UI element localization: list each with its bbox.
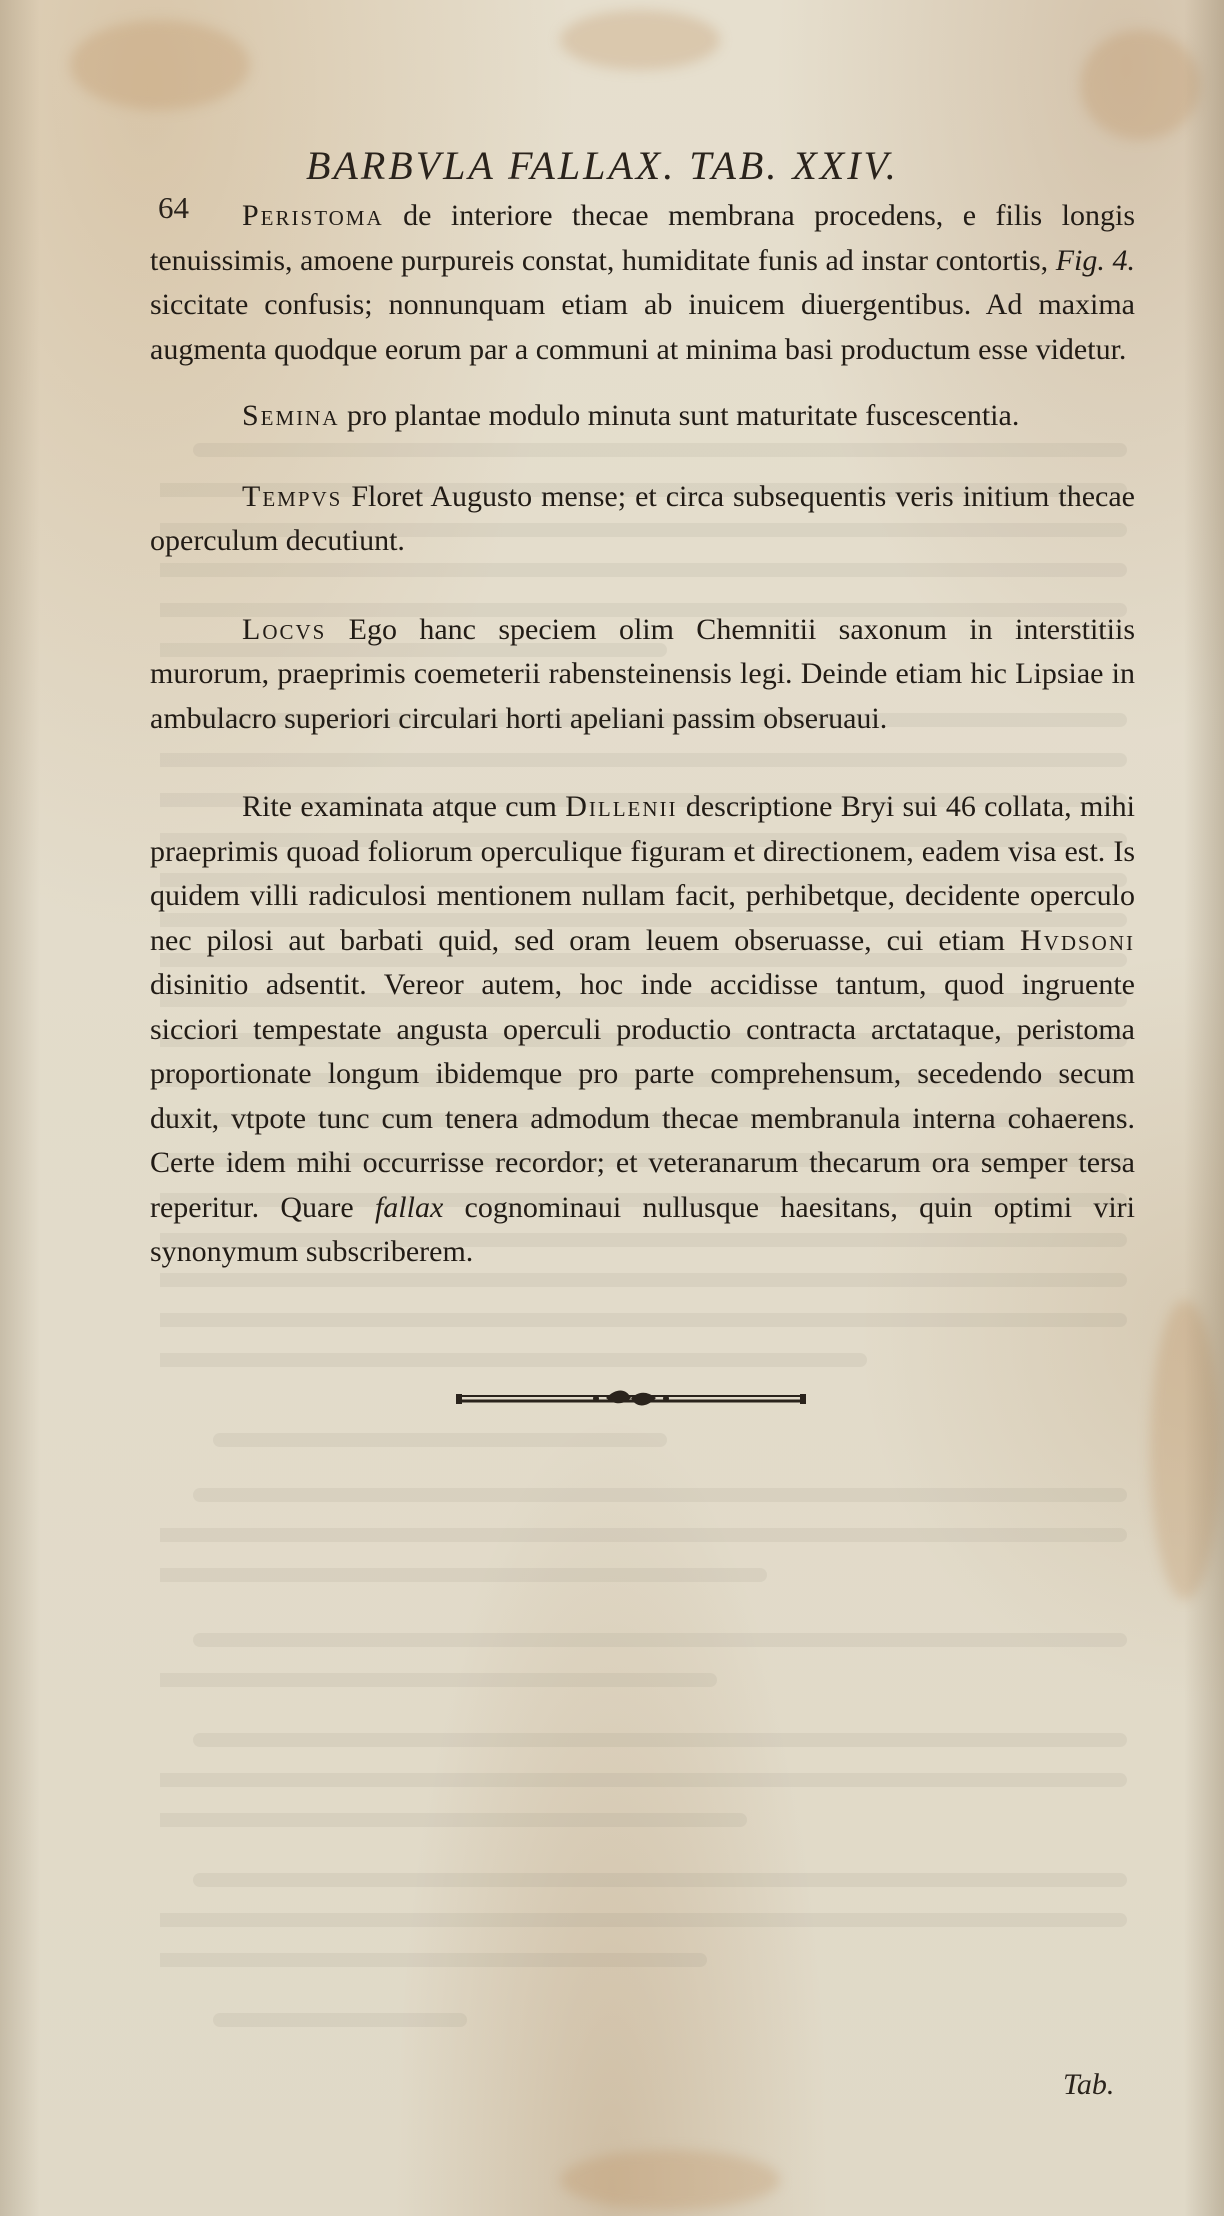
- catchword: Tab.: [1063, 2068, 1115, 2101]
- paragraph-text: descriptione Bryi sui 46 collata, mihi praeprimis quoad foliorum operculique figuram et directionem, eadem visa est. Is quidem villi radiculosi mentionem nullam facit, perhibetque, decidente operculo nec pilosi aut barbati quid, sed oram leuem obseruasse, cui etiam: [150, 790, 1135, 957]
- ornament-rule-icon: [456, 1388, 806, 1410]
- running-title: BARBVLA FALLAX. TAB. XXIV.: [306, 143, 899, 188]
- left-edge-shadow: [0, 0, 40, 2216]
- paragraph-text: siccitate confusis; nonnunquam etiam ab inuicem diuergentibus. Ad maxima augmenta quodque eorum par a communi at minima basi productum esse videtur.: [150, 288, 1135, 366]
- right-edge-shadow: [1184, 0, 1224, 2216]
- species-epithet: fallax: [374, 1190, 444, 1224]
- paragraph-text: de interiore thecae membrana procedens, e filis longis tenuissimis, amoene purpureis constat, humiditate funis ad instar contortis,: [150, 199, 1135, 277]
- lead-word: Semina: [242, 399, 340, 432]
- lead-word: Tempvs: [242, 479, 343, 513]
- body-text: [150, 194, 1135, 1275]
- lead-word: Peristoma: [242, 199, 384, 232]
- foxing-stain: [560, 2150, 780, 2210]
- paragraph-rite-examinata: [150, 785, 1135, 1275]
- foxing-stain: [70, 20, 250, 110]
- paragraph-locus: [150, 608, 1135, 742]
- page-number: 64: [158, 190, 189, 225]
- paragraph-text: disinitio adsentit. Vereor autem, hoc inde accidisse tantum, quod ingruente sicciori tempestate angusta operculi productio contracta arctataque, peristoma proportionate longum ibidemque pro parte comprehensum, secedendo secum duxit, vtpote tunc cum tenera admodum thecae membranula interna cohaerens. Certe idem mihi occurrisse recordor; et veteranarum thecarum ora semper tersa reperitur. Quare: [150, 968, 1135, 1224]
- foxing-stain: [1080, 30, 1200, 140]
- paragraph-text: pro plantae modulo minuta sunt maturitate fuscescentia.: [339, 399, 1020, 432]
- author-name-hudson: Hvdsoni: [1020, 923, 1135, 957]
- foxing-stain: [560, 10, 720, 70]
- paragraph-text: cognominaui nullusque haesitans, quin optimi viri synonymum subscriberem.: [150, 1190, 1135, 1268]
- paragraph-peristoma: [150, 194, 1135, 372]
- paragraph-text: Rite examinata atque cum: [242, 790, 566, 823]
- author-name-dillenius: Dillenii: [565, 790, 678, 823]
- paragraph-text: Floret Augusto mense; et circa subsequentis veris initium thecae operculum decutiunt.: [150, 479, 1135, 557]
- paragraph-tempus: [150, 475, 1135, 564]
- paragraph-text: Ego hanc speciem olim Chemnitii saxonum in interstitiis murorum, praeprimis coemeterii rabensteinensis legi. Deinde etiam hic Lipsiae in ambulacro superiori circulari horti apeliani passim obseruaui.: [150, 612, 1135, 735]
- lead-word: Locvs: [242, 612, 327, 646]
- paragraph-semina: [150, 394, 1135, 439]
- figure-reference: Fig. 4.: [1055, 243, 1135, 277]
